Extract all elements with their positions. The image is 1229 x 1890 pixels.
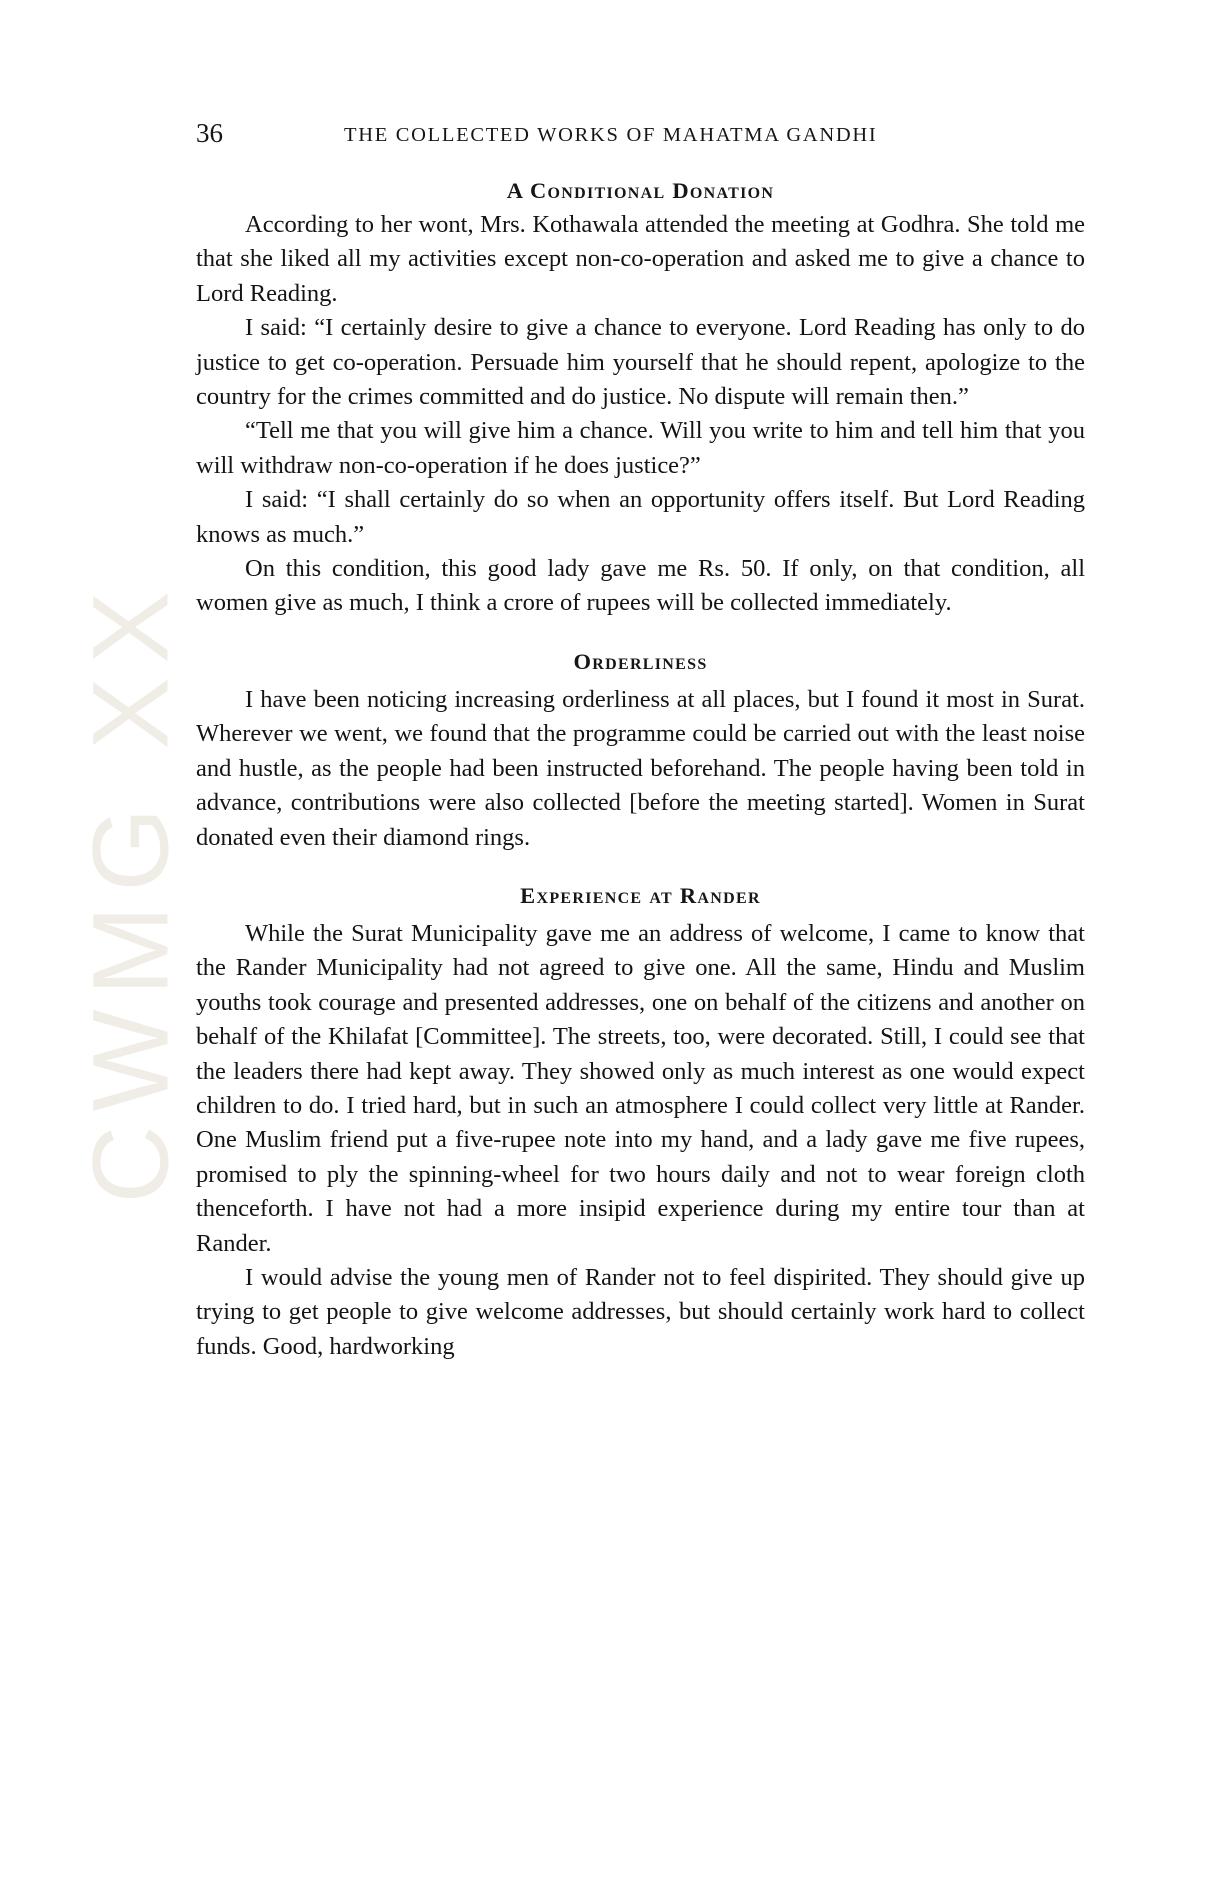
section-heading-experience-at-rander: Experience at Rander [520,882,761,908]
text-block [196,178,1085,1364]
paragraph: According to her wont, Mrs. Kothawala attended the meeting at Godhra. She told me that she liked all my activities except non-co-operation and asked me to give a chance to Lord Reading. [196,211,1085,307]
watermark-text: CWMG XX [69,577,191,1203]
section-heading-conditional-donation: A Conditional Donation [506,178,775,203]
paragraph: I would advise the young men of Rander not to feel dispirited. They should give up trying to get people to give welcome addresses, but should certainly work hard to collect funds. Good, hardworking [196,1263,1085,1360]
paragraph: On this condition, this good lady gave me Rs. 50. If only, on that condition, all women give as much, I think a crore of rupees will be collected immediately. [196,555,1085,617]
watermark [60,520,200,1260]
paragraph: I said: “I shall certainly do so when an opportunity offers itself. But Lord Reading knows as much.” [196,486,1085,548]
section-heading-orderliness: Orderliness [573,648,708,674]
page-number: 36 [196,118,223,148]
paragraph: “Tell me that you will give him a chance. Will you write to him and tell him that you will withdraw non-co-operation if he does justice?” [196,417,1085,479]
paragraph: I have been noticing increasing orderliness at all places, but I found it most in Surat. Wherever we went, we found that the programme could be carried out with the least noise and hustle, as the people had been instructed beforehand. The people having been told in advance, contributions were also collected [before the meeting started]. Women in Surat donated even their diamond rings. [196,685,1085,851]
running-head: THE COLLECTED WORKS OF MAHATMA GANDHI [344,124,878,146]
paragraph: While the Surat Municipality gave me an address of welcome, I came to know that the Rander Municipality had not agreed to give one. All the same, Hindu and Muslim youths took courage and presented addresses, one on behalf of the citizens and another on behalf of the Khilafat [Committee]. The streets, too, were decorated. Still, I could see that the leaders there had kept away. They showed only as much interest as one would expect children to do. I tried hard, but in such an atmosphere I could collect very little at Rander. One Muslim friend put a five-rupee note into my hand, and a lady gave me five rupees, promised to ply the spinning-wheel for two hours daily and not to wear foreign cloth thenceforth. I have not had a more insipid experience during my entire tour than at Rander. [196,919,1085,1257]
page-header [0,118,1229,148]
paragraph: I said: “I certainly desire to give a chance to everyone. Lord Reading has only to do justice to get co-operation. Persuade him yourself that he should repent, apologize to the country for the crimes committed and do justice. No dispute will remain then.” [196,314,1085,411]
